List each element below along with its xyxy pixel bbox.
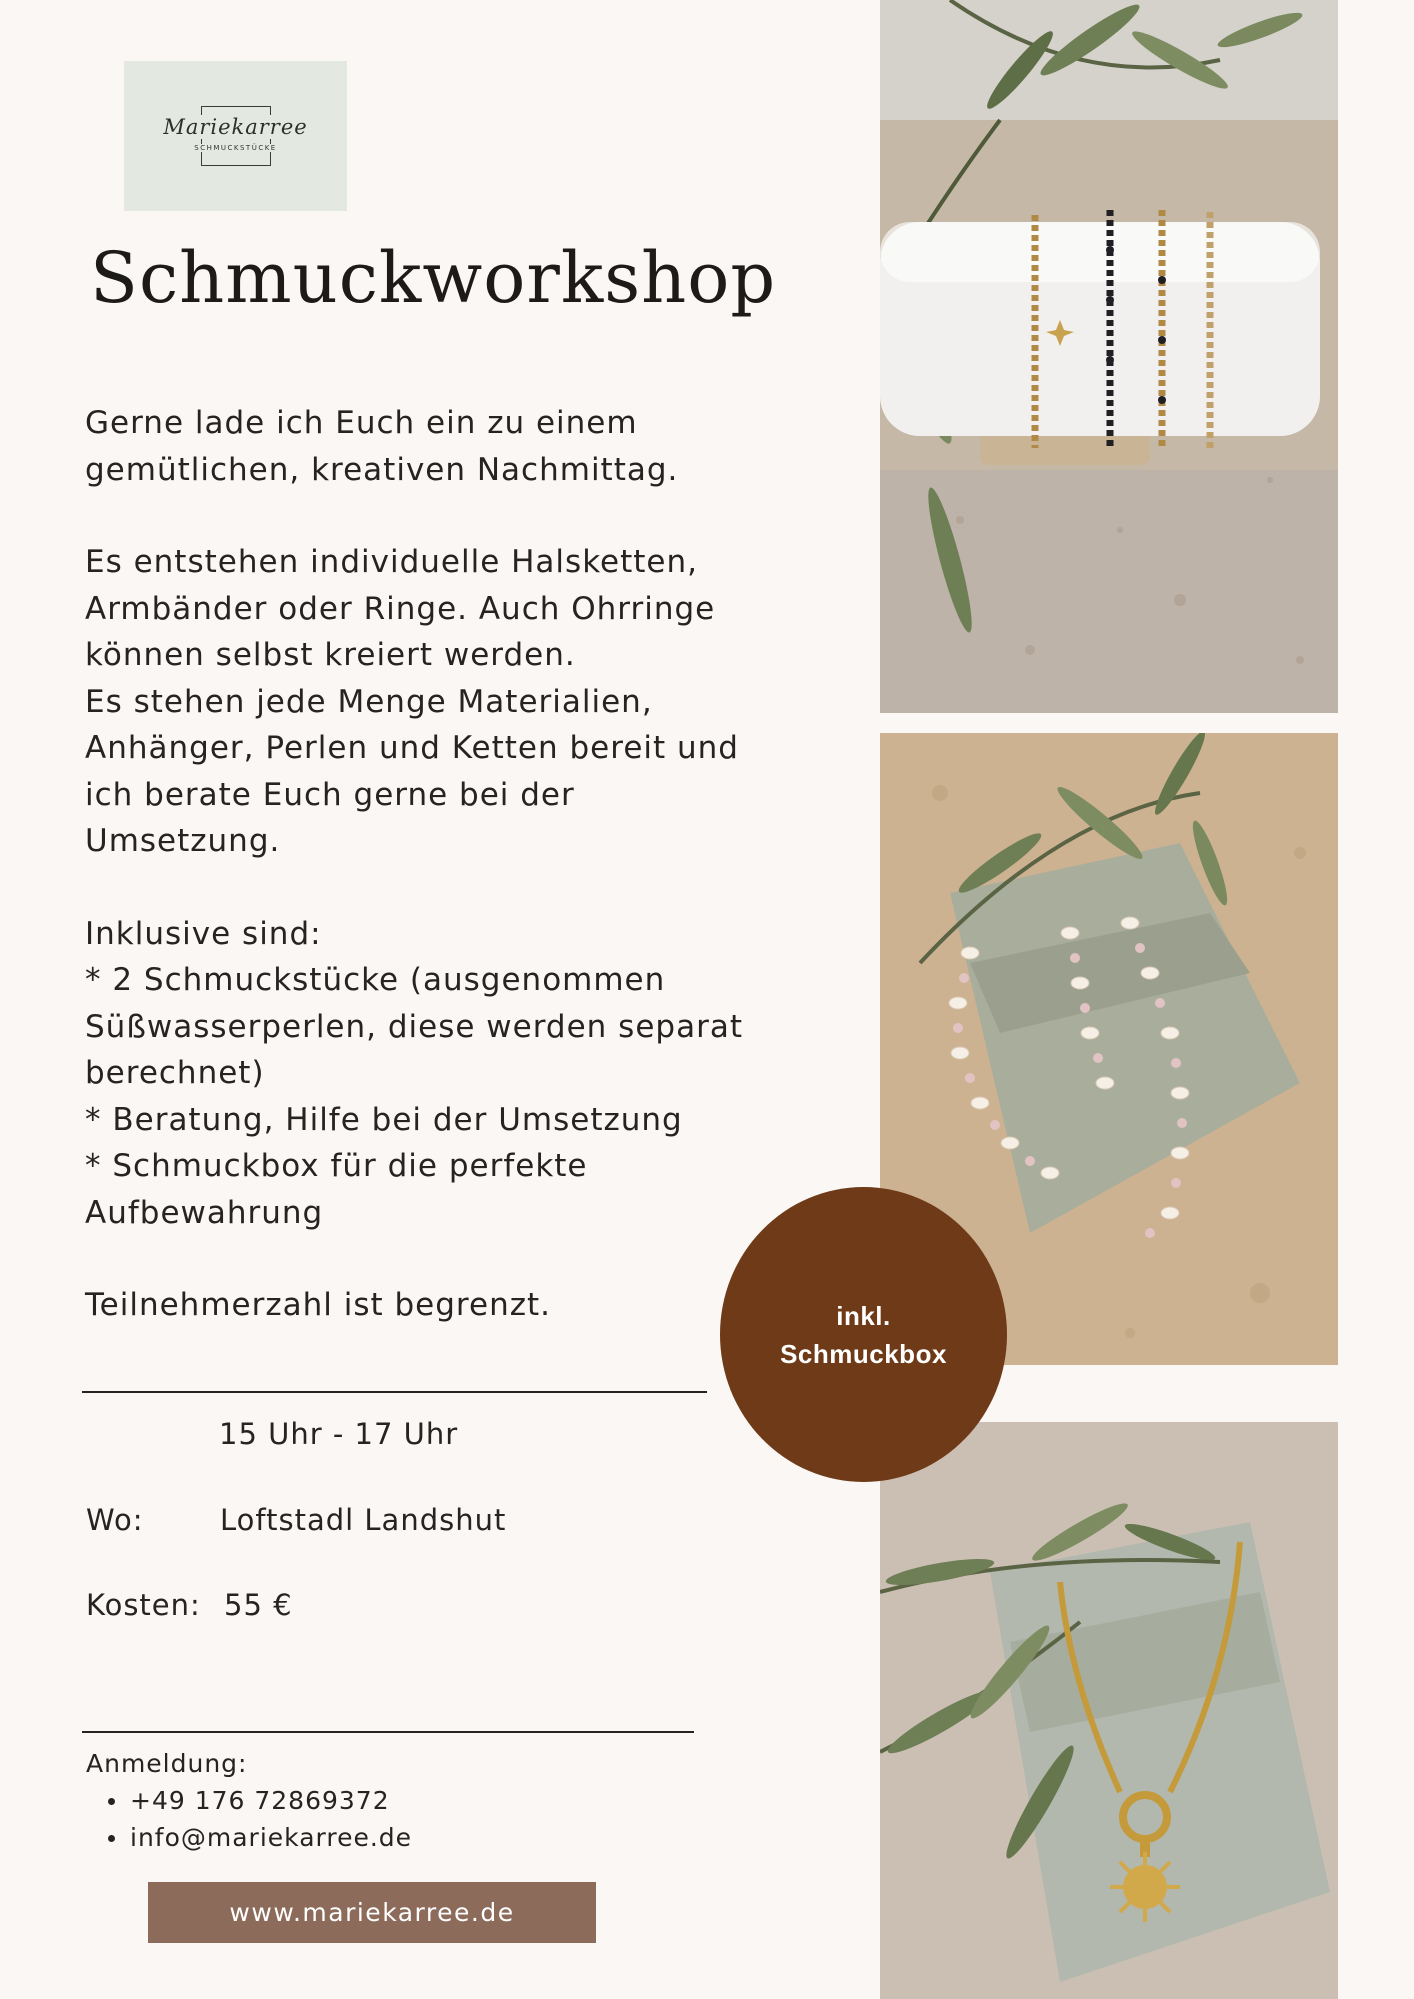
logo-mark (161, 106, 311, 166)
contact-phone[interactable]: +49 176 72869372 (130, 1782, 412, 1819)
brand-logo (124, 61, 347, 211)
contact-list (86, 1782, 412, 1856)
where-label: Wo: (86, 1503, 144, 1537)
cost-value: 55 € (224, 1588, 293, 1622)
where-value: Loftstadl Landshut (220, 1503, 507, 1537)
contact-heading: Anmeldung: (86, 1749, 248, 1778)
intro-paragraph-limit: Teilnehmerzahl ist begrenzt. (85, 1287, 551, 1323)
intro-paragraph-included: Inklusive sind: * 2 Schmuckstücke (ausgenommen Süßwasserperlen, diese werden separat berechnet) * Beratung, Hilfe bei der Umsetzung * Schmuckbox für die perfekte Aufbewahrung (85, 915, 743, 1231)
badge-line-1: inkl. (836, 1300, 891, 1331)
divider-top (82, 1391, 707, 1393)
logo-subtitle: SCHMUCKSTÜCKE (190, 144, 280, 152)
included-box-badge (720, 1187, 1007, 1482)
website-button[interactable]: www.mariekarree.de (148, 1882, 596, 1943)
divider-bottom (82, 1731, 694, 1733)
intro-text (85, 400, 805, 1329)
intro-paragraph-invitation: Gerne lade ich Euch ein zu einem gemütlichen, kreativen Nachmittag. (85, 405, 679, 488)
contact-section (86, 1745, 412, 1856)
intro-paragraph-description: Es entstehen individuelle Halsketten, Armbänder oder Ringe. Auch Ohrringe können selbst kreiert werden. Es stehen jede Menge Materialien, Anhänger, Perlen und Ketten bereit und ich berate Euch gerne bei der Umsetzung. (85, 544, 739, 859)
page-title: Schmuckworkshop (90, 237, 777, 319)
time-value: 15 Uhr - 17 Uhr (219, 1417, 459, 1451)
contact-email[interactable]: info@mariekarree.de (130, 1819, 412, 1856)
badge-line-2: Schmuckbox (780, 1338, 947, 1369)
photo-bracelets (880, 0, 1338, 713)
logo-wordmark: Mariekarree (160, 115, 310, 139)
cost-label: Kosten: (86, 1588, 201, 1622)
photo-gold-chain (880, 1422, 1338, 1999)
